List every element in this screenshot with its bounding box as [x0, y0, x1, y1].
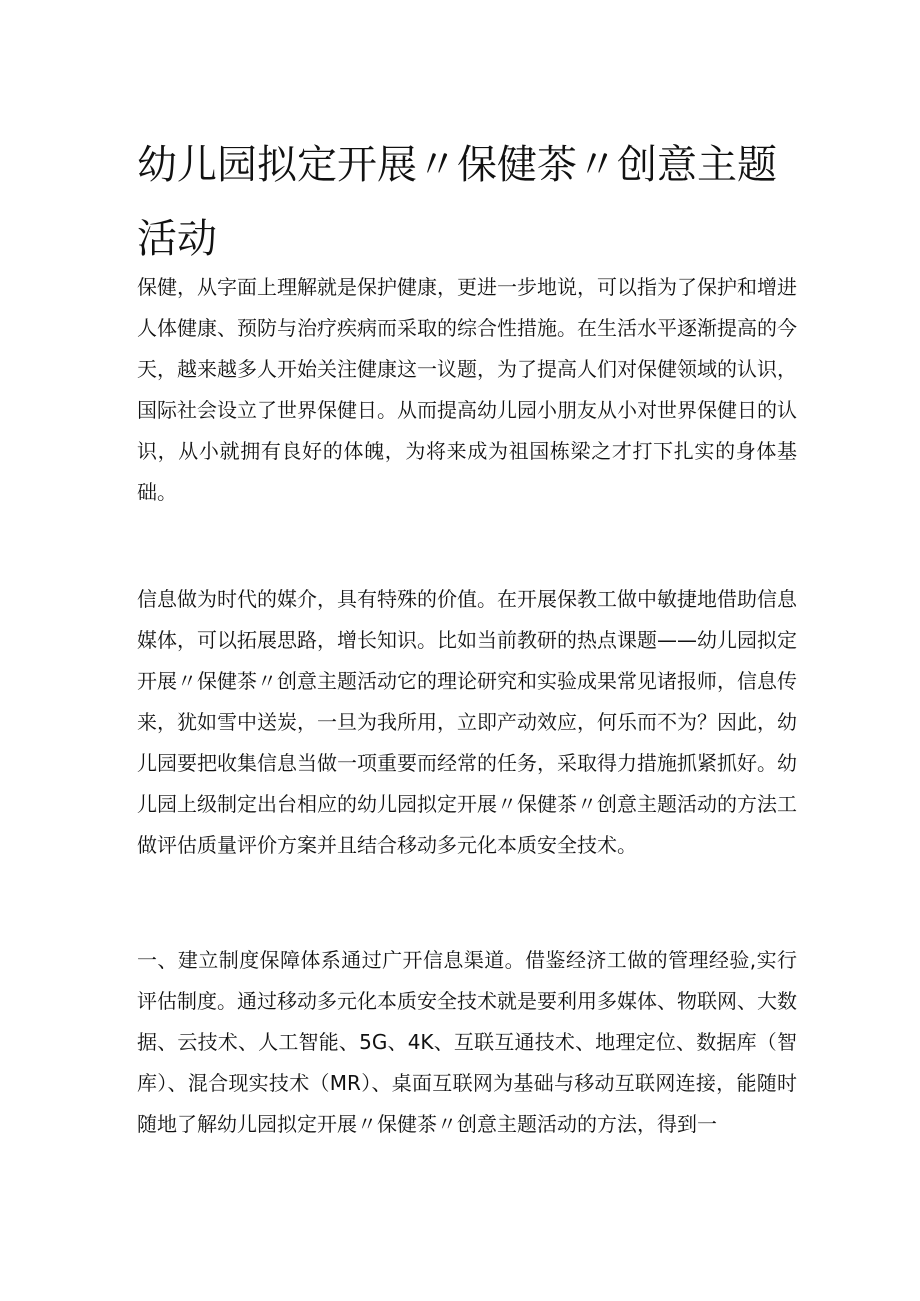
document-title: 幼儿园拟定开展〃保健茶〃创意主题活动	[137, 142, 777, 262]
paragraph-section-one: 一、建立制度保障体系通过广开信息渠道。借鉴经济工做的管理经验,实行评估制度。通过移动多元化本质安全技术就是要利用多媒体、物联网、大数据、云技术、人工智能、5G、4K、互联互通技术、地理定位、数据库（智库）、混合现实技术（MR）、桌面互联网为基础与移动互联网连接，能随时随地了解幼儿园拟定开展〃保健茶〃创意主题活动的方法，得到一	[137, 948, 797, 1136]
paragraph-information: 信息做为时代的媒介，具有特殊的价值。在开展保教工做中敏捷地借助信息媒体，可以拓展思路，增长知识。比如当前教研的热点课题——幼儿园拟定开展〃保健茶〃创意主题活动它的理论研究和实验成果常见诸报师，信息传来，犹如雪中送炭，一旦为我所用，立即产动效应，何乐而不为？因此，幼儿园要把收集信息当做一项重要而经常的任务，采取得力措施抓紧抓好。幼儿园上级制定出台相应的幼儿园拟定开展〃保健茶〃创意主题活动的方法工做评估质量评价方案并且结合移动多元化本质安全技术。	[137, 587, 797, 857]
paragraph-intro: 保健，从字面上理解就是保护健康，更进一步地说，可以指为了保护和增进人体健康、预防与治疗疾病而采取的综合性措施。在生活水平逐渐提高的今天，越来越多人开始关注健康这一议题，为了提高人们对保健领域的认识，国际社会设立了世界保健日。从而提高幼儿园小朋友从小对世界保健日的认识，从小就拥有良好的体魄，为将来成为祖国栋梁之才打下扎实的身体基础。	[137, 275, 797, 504]
